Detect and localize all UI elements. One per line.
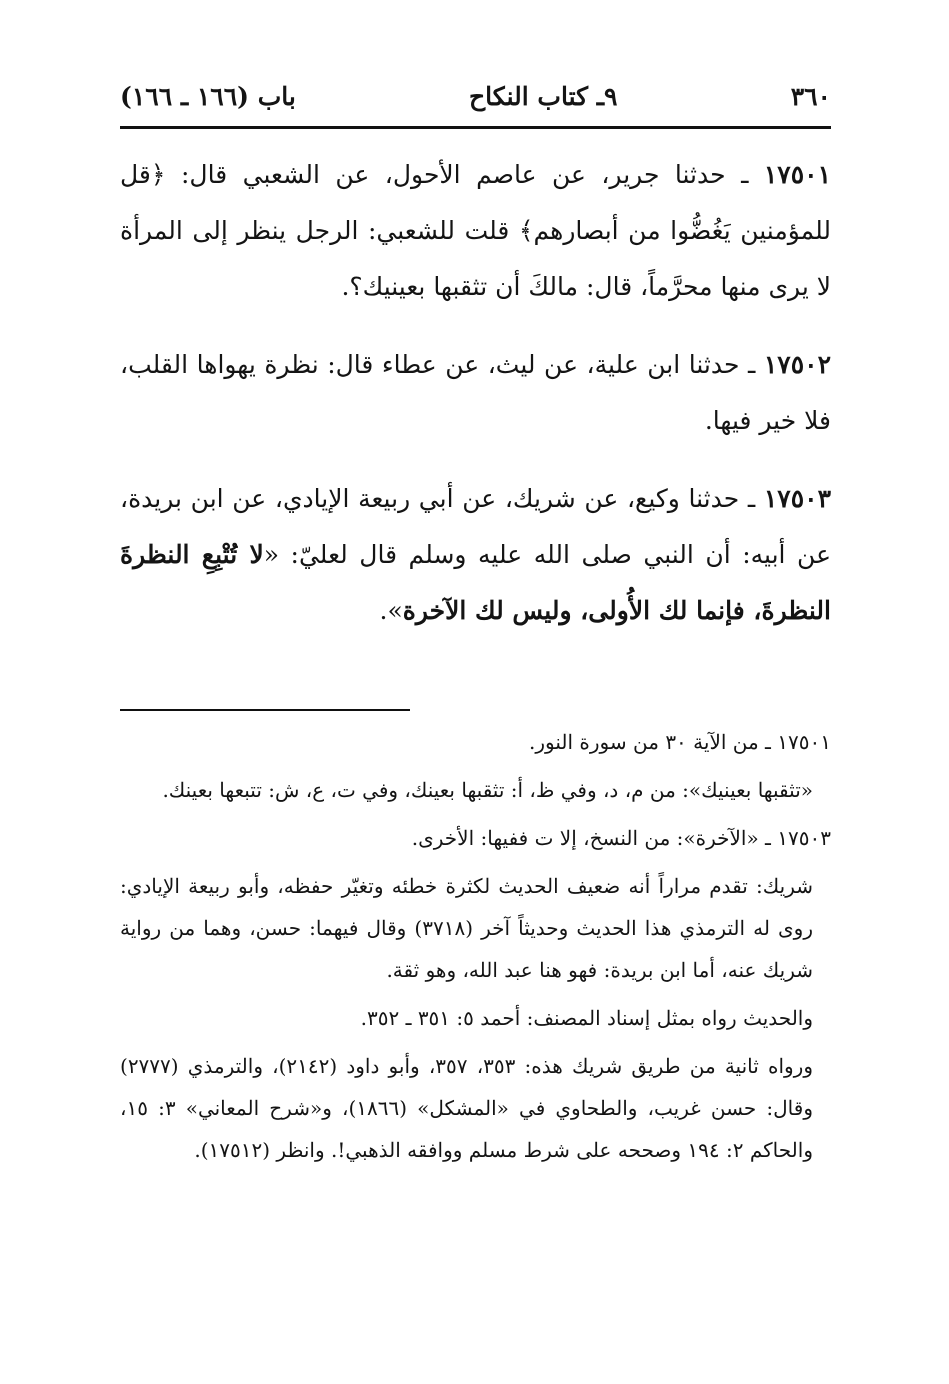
hadith-text: حدثنا وكيع، عن شريك، عن أبي ربيعة الإيادي، عن ابن بريدة، عن أبيه: أن النبي صلى الله عليه وسلم قال لعليّ: « — [120, 484, 831, 569]
footnotes — [120, 721, 831, 1171]
hadith-text: حدثنا ابن علية، عن ليث، عن عطاء قال: نظرة يهواها القلب، فلا خير فيها. — [120, 350, 831, 435]
hadith-dash: ـ — [739, 484, 764, 513]
hadith-number: ١٧٥٠٢ — [763, 350, 831, 379]
footnote-sharik: شريك: تقدم مراراً أنه ضعيف الحديث لكثرة خطئه وتغيّر حفظه، وأبو ربيعة الإيادي: روى له الترمذي هذا الحديث وحديثاً آخر (٣٧١٨) وقال فيهما: حسن، وهما من رواية شريك عنه، أما ابن بريدة: فهو هنا عبد الله، وهو ثقة. — [120, 874, 813, 982]
hadith-number: ١٧٥٠١ — [763, 160, 832, 189]
header-rule — [120, 126, 831, 129]
footnote-ahmad: والحديث رواه بمثل إسناد المصنف: أحمد ٥: ٣٥١ ـ ٣٥٢. — [360, 1006, 813, 1030]
footnote-separator — [120, 709, 410, 711]
hadith-text-end: ». — [379, 596, 403, 625]
chapter-title: باب (١٦٦ ـ ١٦٦) — [120, 82, 296, 111]
page-number: ٣٦٠ — [790, 82, 831, 111]
hadith-17502 — [120, 337, 831, 449]
prophetic-quote: لا تُتْبِعِ النظرةَ النظرةَ، فإنما لك الأُولى، وليس لك الآخرة — [120, 540, 831, 625]
footnote-variant-reading: «تثقبها بعينيك»: من م، د، وفي ظ، أ: تثقبها بعينك، وفي ت، ع، ش: تتبعها بعينك. — [162, 778, 813, 802]
footnote-17503: ١٧٥٠٣ ـ «الآخرة»: من النسخ، إلا ت ففيها: الأخرى. — [411, 826, 831, 850]
hadith-17503 — [120, 471, 831, 639]
book-title: ٩ـ كتاب النكاح — [469, 82, 618, 111]
hadith-text: حدثنا جرير، عن عاصم الأحول، عن الشعبي قال: ﴿قل للمؤمنين يَغُضُّوا من أبصارهم﴾ قلت للشعبي: الرجل ينظر إلى المرأة لا يرى منها محرَّماً، قال: مالكَ أن تثقبها بعينيك؟. — [120, 160, 831, 301]
hadith-17501 — [120, 147, 831, 315]
hadith-number: ١٧٥٠٣ — [763, 484, 832, 513]
hadith-dash: ـ — [725, 160, 764, 189]
hadith-dash: ـ — [739, 350, 764, 379]
footnote-17501: ١٧٥٠١ ـ من الآية ٣٠ من سورة النور. — [529, 730, 831, 754]
main-text — [120, 147, 831, 639]
footnote-other-sources: ورواه ثانية من طريق شريك هذه: ٣٥٣، ٣٥٧، وأبو داود (٢١٤٢)، والترمذي (٢٧٧٧) وقال: حسن غريب، والطحاوي في «المشكل» (١٨٦٦)، و«شرح المعاني» ٣: ١٥، والحاكم ٢: ١٩٤ وصححه على شرط مسلم ووافقه الذهبي!. وانظر (١٧٥١٢). — [120, 1054, 813, 1162]
page-header — [120, 82, 831, 124]
